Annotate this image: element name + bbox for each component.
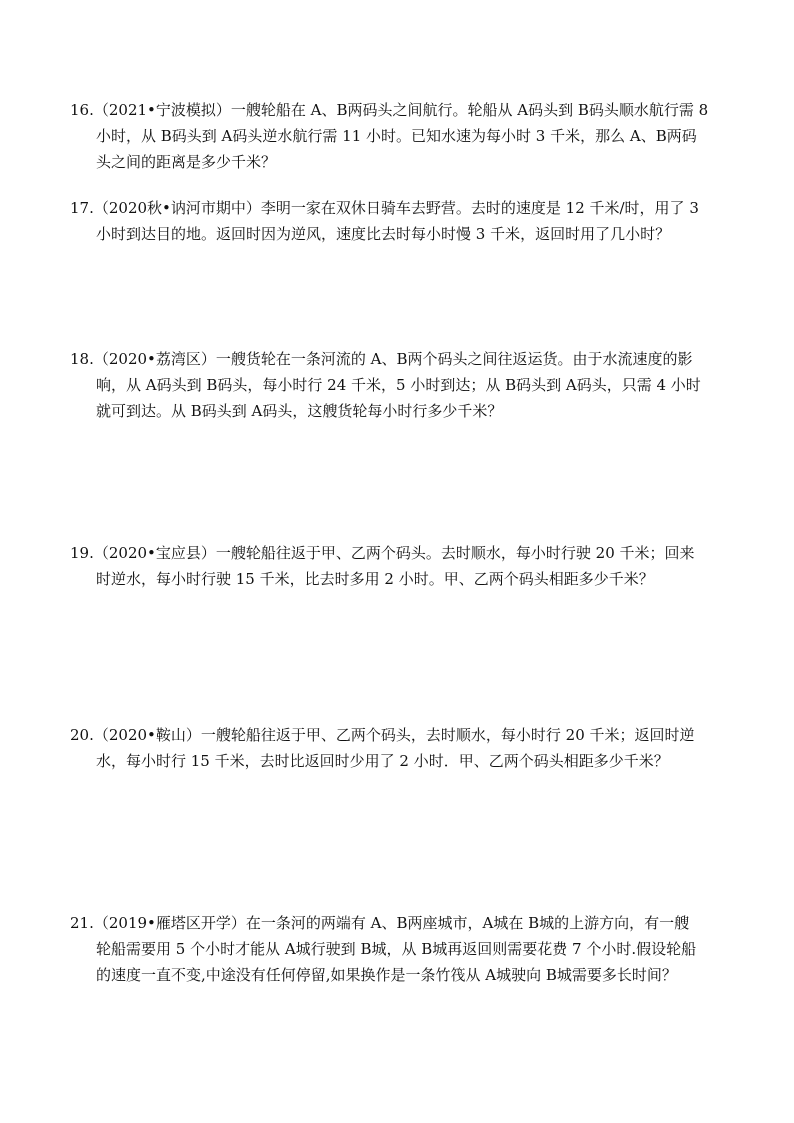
problem-line: 头之间的距离是多少千米？ — [96, 153, 277, 171]
problem-line: 小时，从 B码头到 A码头逆水航行需 11 小时。已知水速为每小时 3 千米，那么 A、B两码 — [96, 127, 697, 145]
problem-18 — [70, 346, 730, 424]
problem-line: 20.（2020•鞍山）一艘轮船往返于甲、乙两个码头，去时顺水，每小时行 20 千米；返回时逆 — [70, 726, 695, 744]
problem-20 — [70, 722, 730, 774]
problem-21 — [70, 910, 730, 988]
problem-line: 的速度一直不变,中途没有任何停留,如果换作是一条竹筏从 A城驶向 B城需要多长时间？ — [96, 966, 677, 984]
problem-line: 19.（2020•宝应县）一艘轮船往返于甲、乙两个码头。去时顺水，每小时行驶 20 千米；回来 — [70, 544, 695, 562]
problem-line: 就可到达。从 B码头到 A码头，这艘货轮每小时行多少千米？ — [96, 402, 503, 420]
problem-line: 17.（2020秋•讷河市期中）李明一家在双休日骑车去野营。去时的速度是 12 千米/时，用了 3 — [70, 199, 699, 217]
problem-line: 18.（2020•荔湾区）一艘货轮在一条河流的 A、B两个码头之间往返运货。由于水流速度的影 — [70, 350, 693, 368]
problem-17 — [70, 195, 730, 247]
problem-line: 响，从 A码头到 B码头，每小时行 24 千米，5 小时到达；从 B码头到 A码头，只需 4 小时 — [96, 376, 701, 394]
problem-line: 小时到达目的地。返回时因为逆风，速度比去时每小时慢 3 千米，返回时用了几小时？ — [96, 225, 671, 243]
problem-line: 21.（2019•雁塔区开学）在一条河的两端有 A、B两座城市，A城在 B城的上游方向，有一艘 — [70, 914, 690, 932]
problem-19 — [70, 540, 730, 592]
problem-line: 时逆水，每小时行驶 15 千米，比去时多用 2 小时。甲、乙两个码头相距多少千米？ — [96, 570, 654, 588]
problem-line: 轮船需要用 5 个小时才能从 A城行驶到 B城，从 B城再返回则需要花费 7 个小时.假设轮船 — [96, 940, 697, 958]
problem-line: 16.（2021•宁波模拟）一艘轮船在 A、B两码头之间航行。轮船从 A码头到 B码头顺水航行需 8 — [70, 101, 709, 119]
problem-16 — [70, 97, 730, 175]
problem-line: 水，每小时行 15 千米，去时比返回时少用了 2 小时．甲、乙两个码头相距多少千米？ — [96, 752, 669, 770]
